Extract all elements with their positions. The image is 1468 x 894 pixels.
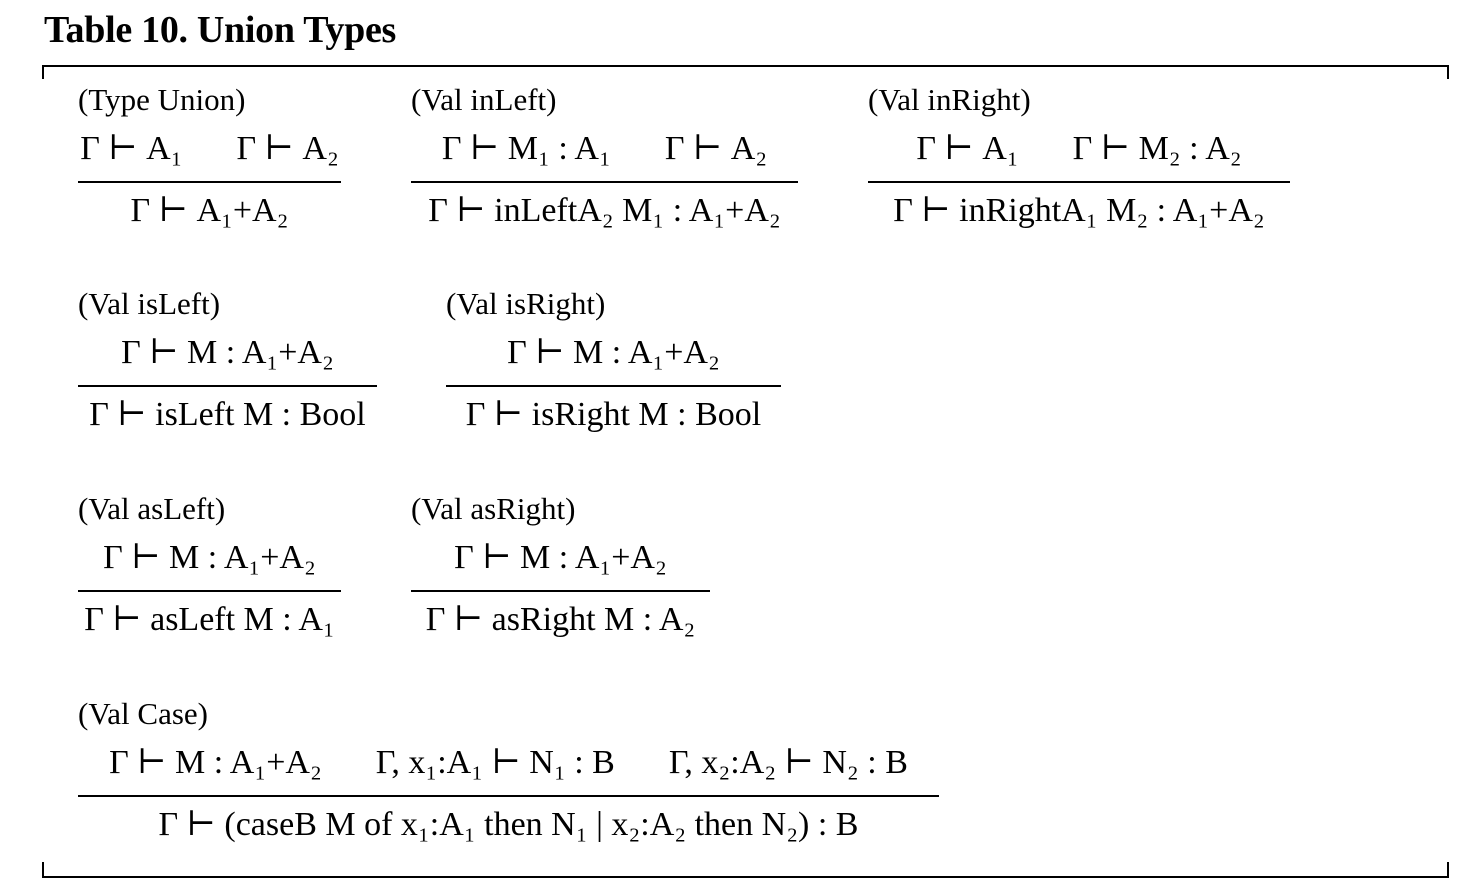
premises <box>868 128 1290 168</box>
frame-corner-top-left <box>42 65 44 79</box>
premise: Γ ⊢ A₂ <box>236 130 339 167</box>
rule-name: (Val isRight) <box>446 286 606 321</box>
frame-corner-top-right <box>1447 65 1449 79</box>
conclusion: Γ ⊢ (caseB M of x₁:A₁ then N₁ | x₂:A₂ then N₂) : B <box>158 806 859 843</box>
rule-name: (Val isLeft) <box>78 286 221 321</box>
rule-val-asleft <box>78 491 341 638</box>
frame-top-rule <box>42 65 1449 67</box>
rule-val-case <box>78 696 939 843</box>
premise: Γ ⊢ M : A₁+A₂ <box>109 744 322 781</box>
premise: Γ ⊢ M : A₁+A₂ <box>454 539 667 576</box>
frame-corner-bottom-right <box>1447 862 1449 876</box>
inference-bar <box>78 590 341 592</box>
frame-corner-bottom-left <box>42 862 44 876</box>
rule-name: (Type Union) <box>78 82 246 117</box>
premise: Γ ⊢ A₁ <box>916 130 1019 167</box>
rule-val-isright <box>446 286 781 433</box>
conclusion: Γ ⊢ inRightA₁ M₂ : A₁+A₂ <box>893 192 1265 229</box>
premises <box>446 332 781 372</box>
inference-bar <box>411 181 798 183</box>
premises <box>78 332 377 372</box>
premises <box>78 128 341 168</box>
premise: Γ, x₂:A₂ ⊢ N₂ : B <box>668 744 908 781</box>
rule-val-inleft <box>411 82 798 229</box>
inference-bar <box>78 385 377 387</box>
rule-val-asright <box>411 491 710 638</box>
premises <box>411 537 710 577</box>
premise: Γ ⊢ A₂ <box>664 130 768 167</box>
conclusion: Γ ⊢ isRight M : Bool <box>465 396 762 433</box>
rule-name: (Val Case) <box>78 696 208 731</box>
frame-bottom-rule <box>42 876 1449 878</box>
conclusion: Γ ⊢ isLeft M : Bool <box>89 396 366 433</box>
inference-bar <box>78 181 341 183</box>
premise: Γ ⊢ A₁ <box>80 130 183 167</box>
rule-name: (Val asRight) <box>411 491 576 526</box>
inference-bar <box>411 590 710 592</box>
conclusion: Γ ⊢ inLeftA₂ M₁ : A₁+A₂ <box>428 192 781 229</box>
premise: Γ ⊢ M₂ : A₂ <box>1072 130 1242 167</box>
inference-bar <box>78 795 939 797</box>
premise: Γ ⊢ M₁ : A₁ <box>441 130 611 167</box>
inference-bar <box>868 181 1290 183</box>
conclusion: Γ ⊢ asLeft M : A₁ <box>84 601 335 638</box>
premise: Γ ⊢ M : A₁+A₂ <box>121 334 334 371</box>
premises <box>411 128 798 168</box>
premise: Γ ⊢ M : A₁+A₂ <box>103 539 316 576</box>
conclusion: Γ ⊢ A₁+A₂ <box>130 192 289 229</box>
conclusion: Γ ⊢ asRight M : A₂ <box>425 601 696 638</box>
rule-name: (Val inLeft) <box>411 82 557 117</box>
rule-name: (Val inRight) <box>868 82 1031 117</box>
premises <box>78 742 939 782</box>
inference-bar <box>446 385 781 387</box>
premises <box>78 537 341 577</box>
table-title: Table 10. Union Types <box>44 9 397 51</box>
rule-type-union <box>78 82 341 229</box>
premise: Γ, x₁:A₁ ⊢ N₁ : B <box>375 744 615 781</box>
rule-name: (Val asLeft) <box>78 491 226 526</box>
rule-val-isleft <box>78 286 377 433</box>
rule-val-inright <box>868 82 1290 229</box>
premise: Γ ⊢ M : A₁+A₂ <box>507 334 720 371</box>
